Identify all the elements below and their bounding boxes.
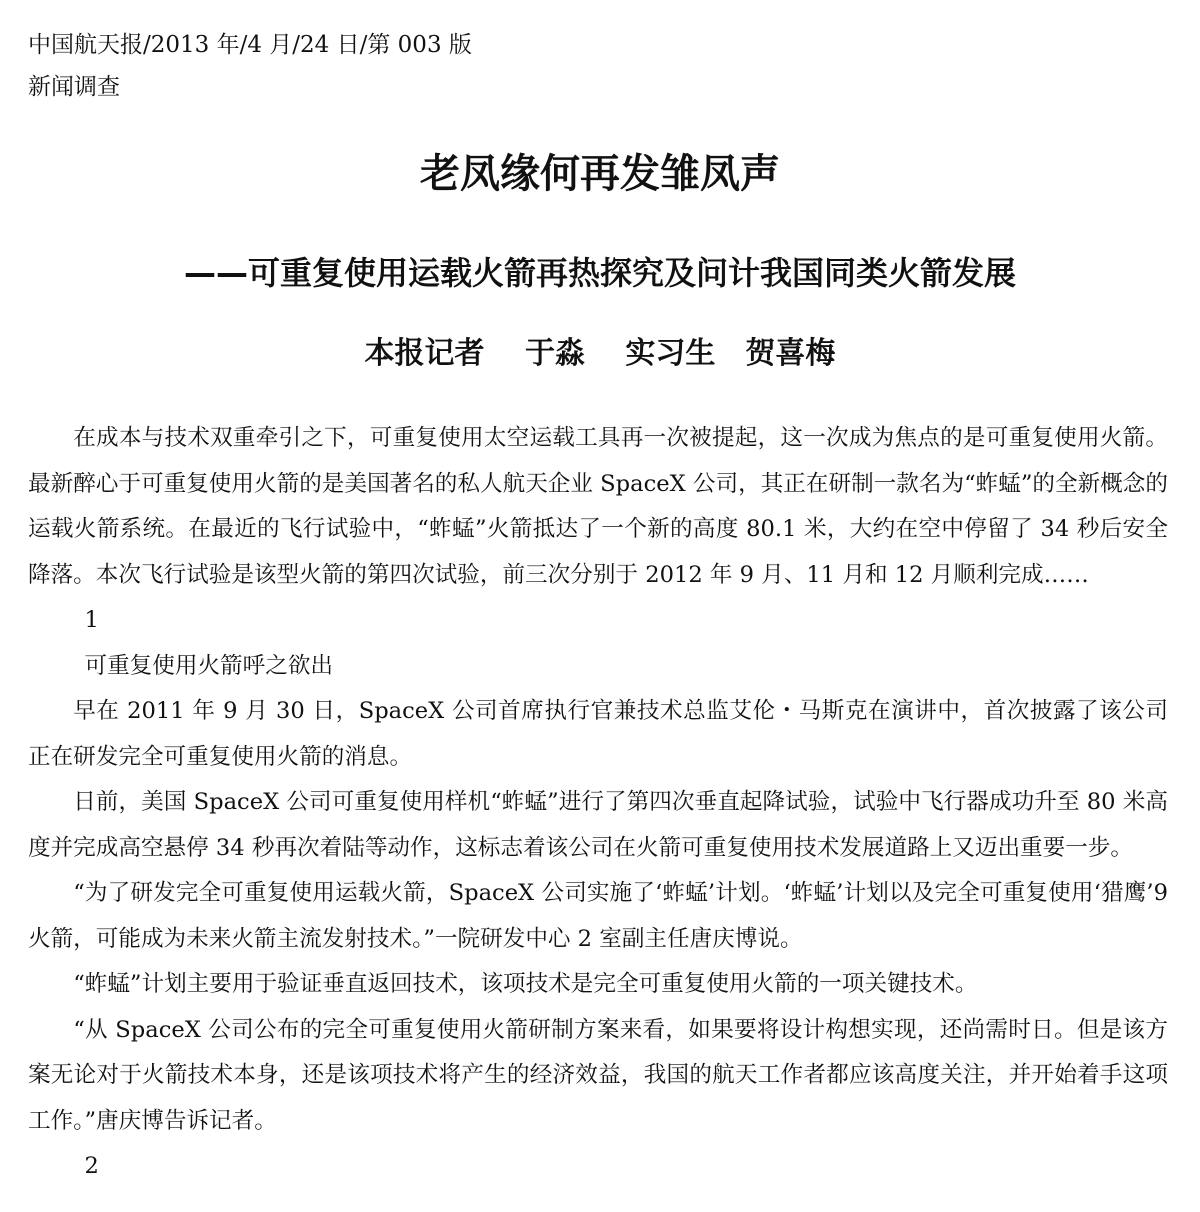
section-number: 1 xyxy=(84,607,99,633)
paragraph: “为了研发完全可重复使用运载火箭，SpaceX 公司实施了‘蚱蜢’计划。‘蚱蜢’计划以及完全可重复使用‘猎鹰’9 火箭，可能成为未来火箭主流发射技术。”一院研发中心 2 室副主任唐庆博说。 xyxy=(28,880,1168,952)
paragraph: 早在 2011 年 9 月 30 日，SpaceX 公司首席执行官兼技术总监艾伦・马斯克在演讲中，首次披露了该公司正在研发完全可重复使用火箭的消息。 xyxy=(28,698,1168,770)
paragraph-lead: 在成本与技术双重牵引之下，可重复使用太空运载工具再一次被提起，这一次成为焦点的是可重复使用火箭。最新醉心于可重复使用火箭的是美国著名的私人航天企业 SpaceX 公司，其正在研制一款名为“蚱蜢”的全新概念的运载火箭系统。在最近的飞行试验中，“蚱蜢”火箭抵达了一个新的高度 80.1 米，大约在空中停留了 34 秒后安全降落。本次飞行试验是该型火箭的第四次试验，前三次分别于 2012 年 9 月、11 月和 12 月顺利完成…… xyxy=(28,425,1168,588)
source-line: 中国航天报/2013 年/4 月/24 日/第 003 版 xyxy=(28,32,472,58)
article-title: 老凤缘何再发雏凤声 xyxy=(420,151,780,197)
section-label: 新闻调查 xyxy=(28,74,120,100)
section-number: 2 xyxy=(84,1153,99,1179)
article-subtitle: ——可重复使用运载火箭再热探究及问计我国同类火箭发展 xyxy=(183,254,1016,292)
article-byline: 本报记者 于淼 实习生 贺喜梅 xyxy=(364,336,836,371)
paragraph: “从 SpaceX 公司公布的完全可重复使用火箭研制方案来看，如果要将设计构想实现，还尚需时日。但是该方案无论对于火箭技术本身，还是该项技术将产生的经济效益，我国的航天工作者都应该高度关注，并开始着手这项工作。”唐庆博告诉记者。 xyxy=(28,1016,1168,1134)
paragraph: 日前，美国 SpaceX 公司可重复使用样机“蚱蜢”进行了第四次垂直起降试验，试验中飞行器成功升至 80 米高度并完成高空悬停 34 秒再次着陆等动作，这标志着该公司在火箭可重复使用技术发展道路上又迈出重要一步。 xyxy=(28,789,1168,861)
paragraph: “蚱蜢”计划主要用于验证垂直返回技术，该项技术是完全可重复使用火箭的一项关键技术。 xyxy=(73,971,978,997)
article-body xyxy=(28,416,1168,1190)
section-heading: 可重复使用火箭呼之欲出 xyxy=(84,652,334,679)
